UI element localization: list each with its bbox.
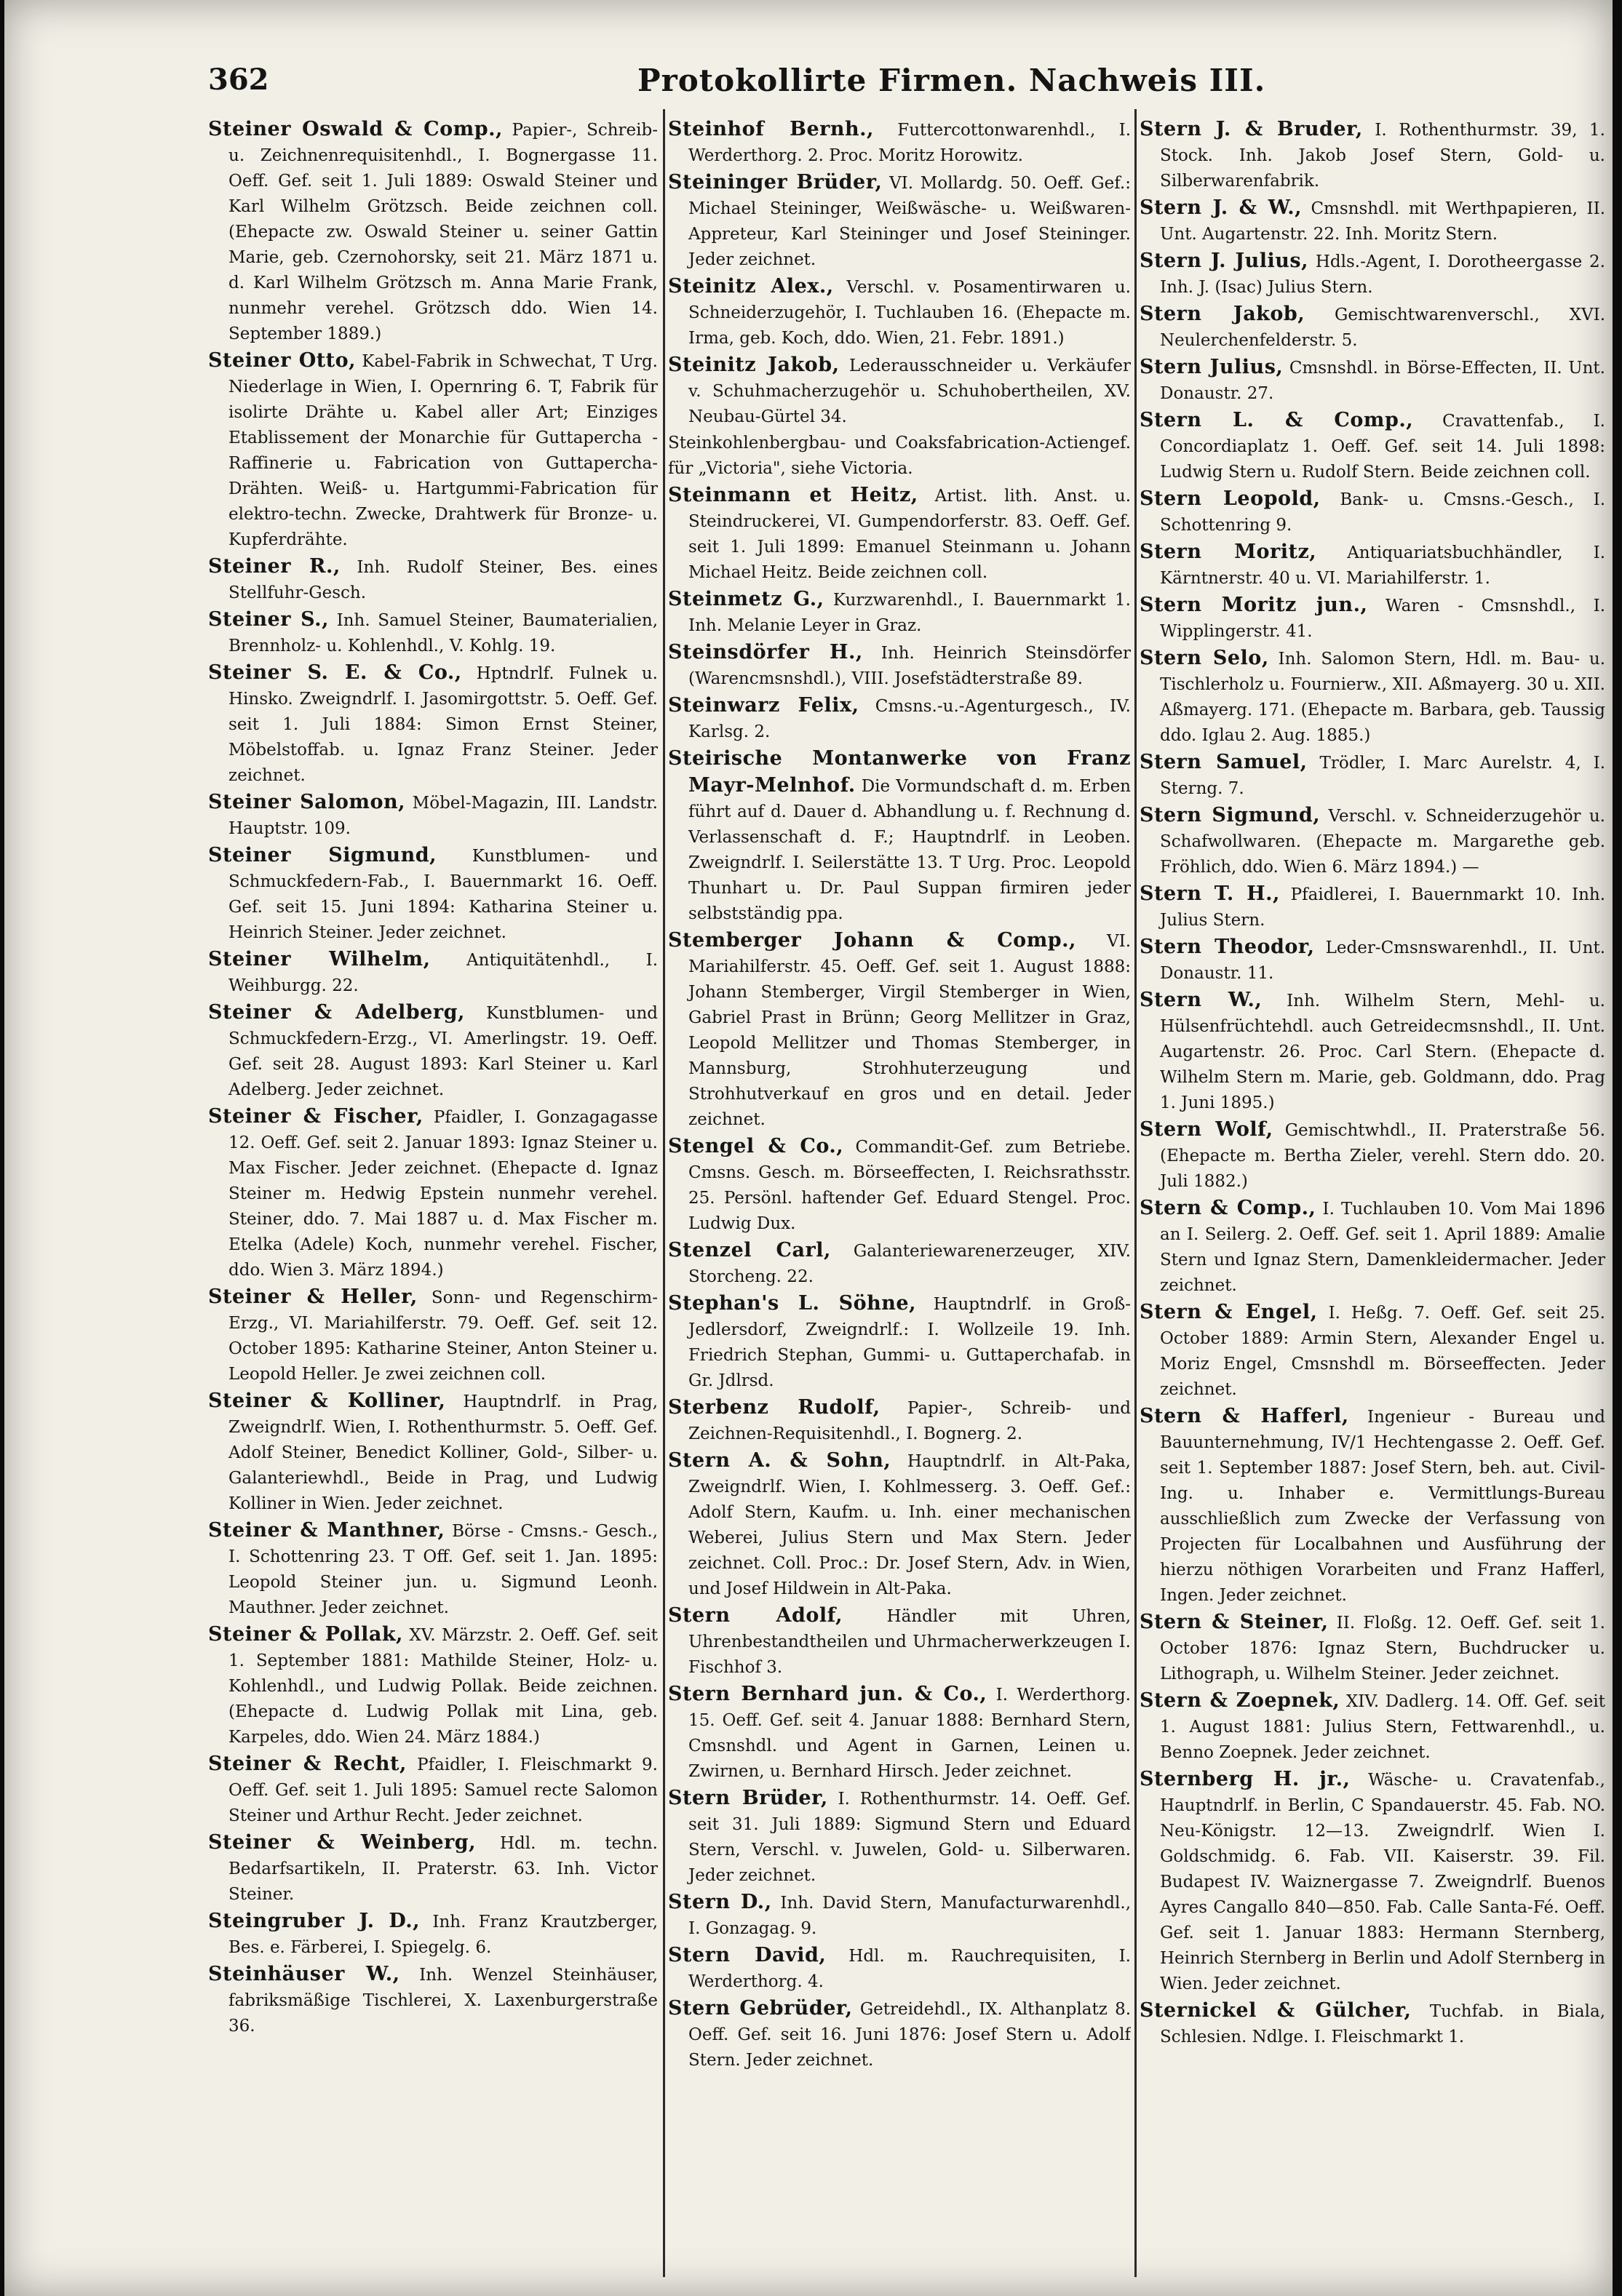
firm-details: Steinkohlenbergbau- und Coaksfabrication-Actiengef. für „Victoria", siehe Victoria.: [668, 434, 1131, 478]
firm-details: Commandit-Gef. zum Betriebe. Cmsns. Gesch. m. Börseeffecten, I. Reichsrathsstr. 25. Persönl. haftender Gef. Eduard Stengel. Proc. Ludwig Dux.: [688, 1138, 1131, 1233]
firm-name: Stern Gebrüder,: [668, 1997, 853, 2020]
firm-entry: [208, 1388, 658, 1517]
firm-name: Stern Adolf,: [668, 1604, 843, 1627]
firm-name: Stephan's L. Söhne,: [668, 1292, 917, 1315]
firm-name: Steiner R.,: [208, 555, 341, 578]
firm-entry: [668, 1237, 1131, 1290]
firm-name: Steiner & Adelberg,: [208, 1001, 465, 1024]
firm-entry: [1140, 116, 1605, 194]
firm-details: Antiquariatsbuchhändler, I. Kärntnerstr. 40 u. VI. Mariahilferstr. 1.: [1160, 543, 1605, 588]
firm-details: Möbel-Magazin, III. Landstr. Hauptstr. 109.: [228, 794, 658, 838]
firm-details: Hdl. m. techn. Bedarfsartikeln, II. Praterstr. 63. Inh. Victor Steiner.: [228, 1834, 658, 1904]
firm-entry: [208, 1000, 658, 1103]
firm-name: Steiner Wilhelm,: [208, 948, 431, 970]
firm-entry: [1140, 486, 1605, 538]
firm-name: Steiner Oswald & Comp.,: [208, 118, 503, 140]
firm-entry: [1140, 881, 1605, 933]
firm-details: Cmsns.-u.-Agenturgesch., IV. Karlsg. 2.: [688, 697, 1131, 741]
firm-entry: [1140, 354, 1605, 407]
firm-details: Getreidehdl., IX. Althanplatz 8. Oeff. Gef. seit 16. Juni 1876: Josef Stern u. Adolf Stern. Jeder zeichnet.: [688, 2000, 1131, 2070]
firm-entry: [208, 1284, 658, 1387]
firm-name: Stemberger Johann & Comp.,: [668, 929, 1076, 952]
firm-name: Stern Theodor,: [1140, 936, 1315, 958]
firm-entry: [208, 1104, 658, 1283]
firm-name: Stern & Hafferl,: [1140, 1405, 1349, 1427]
firm-details: Cmsnshdl. mit Werthpapieren, II. Unt. Augartenstr. 22. Inh. Moritz Stern.: [1160, 199, 1605, 244]
firm-details: Händler mit Uhren, Uhrenbestandtheilen und Uhrmacherwerkzeugen I. Fischhof 3.: [688, 1607, 1131, 1677]
firm-entry: [668, 274, 1131, 351]
firm-details: Pfaidlerei, I. Bauernmarkt 10. Inh. Julius Stern.: [1160, 885, 1605, 930]
firm-name: Stern L. & Comp.,: [1140, 409, 1414, 431]
firm-name: Steiner & Kolliner,: [208, 1390, 446, 1412]
firm-entry: [668, 1133, 1131, 1237]
firm-details: Inh. David Stern, Manufacturwarenhdl., I. Gonzagag. 9.: [688, 1894, 1131, 1938]
firm-details: Waren - Cmsnshdl., I. Wipplingerstr. 41.: [1160, 597, 1605, 641]
firm-details: XIV. Dadlerg. 14. Off. Gef. seit 1. August 1881: Julius Stern, Fettwarenhdl., u. Benno Zoepnek. Jeder zeichnet.: [1160, 1692, 1605, 1762]
firm-entry: [1140, 539, 1605, 591]
firm-details: Kabel-Fabrik in Schwechat, T Urg. Niederlage in Wien, I. Opernring 6. T, Fabrik für isolirte Drähte u. Kabel aller Art; Einziges Etablissement der Monarchie für Guttapercha - Raffinerie u. Fabrication von Guttapercha-Drähten. Weiß- u. Hartgummi-Fabrication für elektro-techn. Zwecke, Drahtwerk für Bronze- u. Kupferdrähte.: [228, 352, 658, 549]
firm-details: Inh. Salomon Stern, Hdl. m. Bau- u. Tischlerholz u. Fournierw., XII. Aßmayerg. 30 u. XII. Aßmayerg. 171. (Ehepacte m. Barbara, geb. Taussig ddo. Iglau 2. Aug. 1885.): [1160, 650, 1605, 745]
firm-name: Stern & Steiner,: [1140, 1611, 1329, 1633]
firm-entry: [208, 1518, 658, 1621]
firm-name: Stern Brüder,: [668, 1787, 828, 1809]
firm-entry: [668, 352, 1131, 430]
directory-page: [4, 0, 1613, 2296]
firm-name: Steiner & Heller,: [208, 1285, 418, 1308]
firm-entry: [668, 1448, 1131, 1602]
firm-name: Steiner Otto,: [208, 349, 357, 372]
firm-entry: [668, 746, 1131, 927]
firm-details: Cmsnshdl. in Börse-Effecten, II. Unt. Donaustr. 27.: [1160, 359, 1605, 403]
firm-details: Hauptndrlf. in Prag, Zweigndrlf. Wien, I. Rothenthurmstr. 5. Oeff. Gef. Adolf Steiner, Benedict Kolliner, Gold-, Silber- u. Galanteriewhdl., Beide in Prag, und Ludwig Kolliner in Wien. Jeder zeichnet.: [228, 1392, 658, 1513]
firm-name: Steinitz Alex.,: [668, 275, 834, 298]
firm-entry: [668, 586, 1131, 639]
firm-entry: [1140, 1998, 1605, 2050]
firm-details: Hdls.-Agent, I. Dorotheergasse 2. Inh. J. (Isac) Julius Stern.: [1160, 252, 1605, 297]
firm-name: Steiner S. E. & Co.,: [208, 661, 462, 684]
firm-details: Hauptndrlf. in Groß-Jedlersdorf, Zweigndrlf.: I. Wollzeile 19. Inh. Friedrich Stephan, Gummi- u. Guttaperchafab. in Gr. Jdlrsd.: [688, 1295, 1131, 1390]
firm-entry: [1140, 1688, 1605, 1766]
firm-name: Steiner Salomon,: [208, 791, 406, 813]
firm-name: Stern T. H.,: [1140, 882, 1280, 905]
firm-entry: [208, 1961, 658, 2039]
firm-details: Inh. Samuel Steiner, Baumaterialien, Brennholz- u. Kohlenhdl., V. Kohlg. 19.: [228, 611, 658, 655]
firm-details: Galanteriewarenerzeuger, XIV. Storcheng. 22.: [688, 1242, 1131, 1286]
firm-entry: [668, 1889, 1131, 1942]
firm-entry: [668, 1681, 1131, 1785]
firm-entry: [208, 789, 658, 842]
firm-details: Verschl. v. Posamentirwaren u. Schneiderzugehör, I. Tuchlauben 16. (Ehepacte m. Irma, geb. Koch, ddo. Wien, 21. Febr. 1891.): [688, 278, 1131, 348]
firm-name: Steinwarz Felix,: [668, 694, 859, 717]
firm-details: Die Vormundschaft d. m. Erben führt auf d. Dauer d. Abhandlung u. f. Rechnung d. Verlassenschaft d. F.; Hauptndrlf. in Leoben. Zweigndrlf. I. Seilerstätte 13. T Urg. Proc. Leopold Thunhart u. Dr. Paul Suppan firmiren jeder selbstständig ppa.: [688, 777, 1131, 923]
firm-entry: [208, 1908, 658, 1961]
firm-entry: [1140, 1403, 1605, 1609]
firm-details: II. Floßg. 12. Oeff. Gef. seit 1. October 1876: Ignaz Stern, Buchdrucker u. Lithograph, u. Wilhelm Steiner. Jeder zeichnet.: [1160, 1614, 1605, 1683]
firm-details: Pfaidler, I. Fleischmarkt 9. Oeff. Gef. seit 1. Juli 1895: Samuel recte Salomon Steiner und Arthur Recht. Jeder zeichnet.: [228, 1755, 658, 1825]
page-number: 362: [208, 63, 269, 97]
firm-entry: [1140, 934, 1605, 986]
firm-name: Stern Sigmund,: [1140, 804, 1321, 826]
firm-name: Steiner Sigmund,: [208, 844, 437, 866]
firm-details: Papier-, Schreib- u. Zeichnenrequisitenhdl., I. Bognergasse 11. Oeff. Gef. seit 1. Juli 1889: Oswald Steiner und Karl Wilhelm Grötzsch. Beide zeichnen coll. (Ehepacte zw. Oswald Steiner u. seiner Gattin Marie, geb. Czernohorsky, seit 21. März 1871 u. d. Karl Wilhelm Grötzsch m. Anna Marie Frank, nunmehr verehel. Grötzsch ddo. Wien 14. September 1889.): [228, 121, 658, 343]
firm-details: Futtercottonwarenhdl., I. Werderthorg. 2. Proc. Moritz Horowitz.: [688, 121, 1131, 165]
firm-name: Sternberg H. jr.,: [1140, 1768, 1351, 1790]
firm-details: Inh. Wenzel Steinhäuser, fabriksmäßige Tischlerei, X. Laxenburgerstraße 36.: [228, 1966, 658, 2036]
firm-entry: [1140, 301, 1605, 354]
firm-details: Sonn- und Regenschirm-Erzg., VI. Mariahilferstr. 79. Oeff. Gef. seit 12. October 1895: Katharine Steiner, Anton Steiner u. Leopold Heller. Je zwei zeichnen coll.: [228, 1288, 658, 1384]
firm-entry: [1140, 987, 1605, 1116]
firm-name: Steingruber J. D.,: [208, 1910, 421, 1932]
firm-details: Hauptndrlf. in Alt-Paka, Zweigndrlf. Wien, I. Kohlmesserg. 3. Oeff. Gef.: Adolf Stern, Kaufm. u. Inh. einer mechanischen Weberei, Julius Stern und Max Stern. Jeder zeichnet. Coll. Proc.: Dr. Josef Stern, Adv. in Wien, und Josef Hildwein in Alt-Paka.: [688, 1452, 1131, 1598]
firm-entry: [1140, 1195, 1605, 1299]
firm-name: Stenzel Carl,: [668, 1239, 831, 1261]
firm-details: Artist. lith. Anst. u. Steindruckerei, VI. Gumpendorferstr. 83. Oeff. Gef. seit 1. Juli 1899: Emanuel Steinmann u. Johann Michael Heitz. Beide zeichnen coll.: [688, 487, 1131, 582]
firm-details: VI. Mariahilferstr. 45. Oeff. Gef. seit 1. August 1888: Johann Stemberger, Virgil Stemberger in Wien, Gabriel Prast in Brünn; Georg Mellitzer in Graz, Leopold Mellitzer und Thomas Stemberger, in Mannsburg, Strohhuterzeugung und Strohhutverkauf en gros und en detail. Jeder zeichnet.: [688, 932, 1131, 1129]
firm-name: Steinhof Bernh.,: [668, 118, 874, 140]
firm-entry: [668, 482, 1131, 586]
firm-entry: [208, 842, 658, 946]
firm-name: Stern Julius,: [1140, 356, 1284, 378]
firm-details: Kurzwarenhdl., I. Bauernmarkt 1. Inh. Melanie Leyer in Graz.: [688, 591, 1131, 635]
column-middle: [668, 116, 1131, 2270]
firm-name: Steinmetz G.,: [668, 588, 824, 610]
firm-name: Stern Wolf,: [1140, 1118, 1273, 1141]
firm-name: Stern & Engel,: [1140, 1301, 1318, 1323]
firm-name: Steiner S.,: [208, 608, 329, 631]
firm-name: Stern Bernhard jun. & Co.,: [668, 1683, 987, 1705]
firm-entry: [668, 1785, 1131, 1889]
firm-name: Stern Moritz,: [1140, 541, 1317, 563]
firm-entry: [668, 928, 1131, 1133]
firm-entry: [208, 348, 658, 553]
firm-entry: [1140, 592, 1605, 645]
firm-entry: [668, 431, 1131, 482]
firm-details: Papier-, Schreib- und Zeichnen-Requisitenhdl., I. Bognerg. 2.: [688, 1399, 1131, 1443]
firm-name: Stern David,: [668, 1944, 827, 1966]
firm-entry: [208, 1830, 658, 1908]
firm-entry: [668, 1942, 1131, 1995]
firm-name: Stern J. Julius,: [1140, 250, 1309, 272]
firm-details: Tuchfab. in Biala, Schlesien. Ndlge. I. Fleischmarkt 1.: [1160, 2002, 1605, 2046]
firm-entry: [1140, 749, 1605, 802]
firm-details: Kunstblumen- und Schmuckfedern-Fab., I. Bauernmarkt 16. Oeff. Gef. seit 15. Juni 1894: Katharina Steiner u. Heinrich Steiner. Jeder zeichnet.: [228, 847, 658, 942]
firm-details: Pfaidler, I. Gonzagagasse 12. Oeff. Gef. seit 2. Januar 1893: Ignaz Steiner u. Max Fischer. Jeder zeichnet. (Ehepacte d. Ignaz Steiner m. Hedwig Epstein nunmehr verehel. Steiner, ddo. 7. Mai 1887 u. d. Max Fischer m. Etelka (Adele) Koch, nunmehr verehel. Fischer, ddo. Wien 3. März 1894.): [228, 1108, 658, 1280]
firm-details: I. Werderthorg. 15. Oeff. Gef. seit 4. Januar 1888: Bernhard Stern, Cmsnshdl. und Agent in Garnen, Leinen u. Zwirnen, u. Bernhard Hirsch. Jeder zeichnet.: [688, 1686, 1131, 1781]
firm-details: Gemischtwhdl., II. Praterstraße 56. (Ehepacte m. Bertha Zieler, verehl. Stern ddo. 20. Juli 1882.): [1160, 1121, 1605, 1191]
firm-entry: [208, 660, 658, 789]
firm-details: Kunstblumen- und Schmuckfedern-Erzg., VI. Amerlingstr. 19. Oeff. Gef. seit 28. August 1893: Karl Steiner u. Karl Adelberg. Jeder zeichnet.: [228, 1004, 658, 1099]
firm-entry: [1140, 802, 1605, 880]
firm-entry: [208, 1622, 658, 1750]
firm-details: Verschl. v. Schneiderzugehör u. Schafwollwaren. (Ehepacte m. Margarethe geb. Fröhlich, ddo. Wien 6. März 1894.) —: [1160, 807, 1605, 877]
firm-name: Stern & Comp.,: [1140, 1197, 1316, 1219]
firm-entry: [668, 170, 1131, 273]
firm-details: Inh. Heinrich Steinsdörfer (Warencmsnshdl.), VIII. Josefstädterstraße 89.: [688, 644, 1131, 688]
firm-details: Bank- u. Cmsns.-Gesch., I. Schottenring 9.: [1160, 490, 1605, 535]
firm-name: Stern J. & W.,: [1140, 196, 1302, 219]
firm-details: Inh. Rudolf Steiner, Bes. eines Stellfuhr-Gesch.: [228, 558, 658, 602]
firm-entry: [1140, 1299, 1605, 1403]
firm-name: Steiner & Recht,: [208, 1753, 407, 1775]
firm-entry: [668, 1395, 1131, 1447]
firm-name: Stern & Zoepnek,: [1140, 1689, 1340, 1712]
firm-entry: [1140, 248, 1605, 300]
firm-details: Hptndrlf. Fulnek u. Hinsko. Zweigndrlf. I. Jasomirgottstr. 5. Oeff. Gef. seit 1. Juli 1884: Simon Ernst Steiner, Möbelstoffab. u. Ignaz Franz Steiner. Jeder zeichnet.: [228, 664, 658, 785]
column-rule: [663, 109, 665, 2277]
firm-name: Steiner & Manthner,: [208, 1519, 445, 1542]
firm-name: Steinsdörfer H.,: [668, 641, 863, 663]
column-rule: [1134, 109, 1137, 2277]
firm-name: Stengel & Co.,: [668, 1135, 844, 1157]
firm-name: Sternickel & Gülcher,: [1140, 1999, 1412, 2022]
firm-name: Steinhäuser W.,: [208, 1963, 400, 1985]
firm-entry: [208, 946, 658, 999]
firm-name: Stern Samuel,: [1140, 751, 1308, 773]
firm-entry: [1140, 645, 1605, 749]
firm-entry: [668, 1603, 1131, 1681]
firm-entry: [1140, 1117, 1605, 1195]
firm-entry: [1140, 407, 1605, 485]
firm-details: I. Tuchlauben 10. Vom Mai 1896 an I. Seilerg. 2. Oeff. Gef. seit 1. April 1889: Amalie Stern und Ignaz Stern, Damenkleidermacher. Jeder zeichnet.: [1160, 1200, 1605, 1295]
firm-name: Stern A. & Sohn,: [668, 1449, 891, 1472]
firm-name: Stern J. & Bruder,: [1140, 118, 1363, 140]
firm-name: Steiner & Weinberg,: [208, 1831, 477, 1854]
firm-entry: [1140, 1609, 1605, 1687]
firm-entry: [208, 554, 658, 606]
firm-details: Antiquitätenhdl., I. Weihburgg. 22.: [228, 951, 658, 995]
firm-entry: [668, 116, 1131, 169]
firm-details: XV. Märzstr. 2. Oeff. Gef. seit 1. September 1881: Mathilde Steiner, Holz- u. Kohlenhdl., und Ludwig Pollak. Beide zeichnen. (Ehepacte d. Ludwig Pollak mit Lina, geb. Karpeles, ddo. Wien 24. März 1884.): [228, 1626, 658, 1747]
firm-details: Inh. Franz Krautzberger, Bes. e. Färberei, I. Spiegelg. 6.: [228, 1913, 658, 1957]
firm-details: I. Heßg. 7. Oeff. Gef. seit 25. October 1889: Armin Stern, Alexander Engel u. Moriz Engel, Cmsnshdl m. Börseeffecten. Jeder zeichnet.: [1160, 1304, 1605, 1399]
firm-entry: [668, 1291, 1131, 1394]
firm-details: Börse - Cmsns.- Gesch., I. Schottenring 23. T Off. Gef. seit 1. Jan. 1895: Leopold Steiner jun. u. Sigmund Leonh. Mauthner. Jeder zeichnet.: [228, 1522, 658, 1617]
firm-entry: [208, 1751, 658, 1829]
firm-details: Leder-Cmsnswarenhdl., II. Unt. Donaustr. 11.: [1160, 938, 1605, 983]
firm-details: I. Rothenthurmstr. 39, 1. Stock. Inh. Jakob Josef Stern, Gold- u. Silberwarenfabrik.: [1160, 121, 1605, 191]
firm-name: Stern D.,: [668, 1891, 772, 1913]
firm-name: Steirische Montanwerke von Franz Mayr-Melnhof.: [668, 747, 1131, 797]
firm-details: Cravattenfab., I. Concordiaplatz 1. Oeff. Gef. seit 14. Juli 1898: Ludwig Stern u. Rudolf Stern. Beide zeichnen coll.: [1160, 412, 1605, 482]
firm-name: Steiner & Fischer,: [208, 1105, 424, 1128]
firm-name: Stern Selo,: [1140, 647, 1269, 669]
firm-details: Wäsche- u. Cravatenfab., Hauptndrlf. in Berlin, C Spandauerstr. 45. Fab. NO. Neu-Königstr. 12—13. Zweigndrlf. Wien I. Goldschmidg. 6. Fab. VII. Kaiserstr. 39. Fil. Budapest IV. Waiznergasse 7. Zweigndrlf. Buenos Ayres Cangallo 840—850. Fab. Calle Santa-Fé. Oeff. Gef. seit 1. Januar 1883: Hermann Sternberg, Heinrich Sternberg in Berlin und Adolf Sternberg in Wien. Jeder zeichnet.: [1160, 1771, 1605, 1993]
firm-name: Steinitz Jakob,: [668, 354, 840, 376]
firm-details: Trödler, I. Marc Aurelstr. 4, I. Sterng. 7.: [1160, 754, 1605, 798]
firm-name: Steinmann et Heitz,: [668, 484, 918, 506]
firm-details: Gemischtwarenverschl., XVI. Neulerchenfelderstr. 5.: [1160, 306, 1605, 350]
firm-name: Steiner & Pollak,: [208, 1623, 403, 1646]
firm-entry: [208, 607, 658, 659]
firm-name: Stern W.,: [1140, 989, 1263, 1011]
firm-name: Steininger Brüder,: [668, 171, 883, 194]
firm-name: Stern Moritz jun.,: [1140, 594, 1368, 616]
firm-entry: [208, 116, 658, 347]
column-left: [208, 116, 658, 2270]
firm-details: Lederausschneider u. Verkäufer v. Schuhmacherzugehör u. Schuhobertheilen, XV. Neubau-Gürtel 34.: [688, 356, 1131, 426]
firm-entry: [668, 693, 1131, 745]
column-right: [1140, 116, 1605, 2270]
firm-name: Sterbenz Rudolf,: [668, 1396, 880, 1419]
firm-details: Ingenieur - Bureau und Bauunternehmung, IV/1 Hechtengasse 2. Oeff. Gef. seit 1. September 1887: Josef Stern, beh. aut. Civil-Ing. u. Inhaber e. Vermittlungs-Bureau ausschließlich zum Zwecke der Verfassung von Projecten für Localbahnen und Ausführung der hierzu nöthigen Vorarbeiten und Franz Hafferl, Ingen. Jeder zeichnet.: [1160, 1408, 1605, 1605]
firm-entry: [1140, 195, 1605, 247]
firm-details: I. Rothenthurmstr. 14. Oeff. Gef. seit 31. Juli 1889: Sigmund Stern und Eduard Stern, Verschl. v. Juwelen, Gold- u. Silberwaren. Jeder zeichnet.: [688, 1790, 1131, 1885]
firm-details: VI. Mollardg. 50. Oeff. Gef.: Michael Steininger, Weißwäsche- u. Weißwaren-Appreteur, Karl Steininger und Josef Steininger. Jeder zeichnet.: [688, 174, 1131, 269]
page-header: [208, 63, 1576, 111]
firm-name: Stern Leopold,: [1140, 487, 1321, 510]
firm-entry: [668, 1996, 1131, 2073]
firm-details: Hdl. m. Rauchrequisiten, I. Werderthorg. 4.: [688, 1947, 1131, 1991]
firm-details: Inh. Wilhelm Stern, Mehl- u. Hülsenfrüchtehdl. auch Getreidecmsnshdl., II. Unt. Augartenstr. 26. Proc. Carl Stern. (Ehepacte d. Wilhelm Stern m. Marie, geb. Goldmann, ddo. Prag 1. Juni 1895.): [1160, 992, 1605, 1112]
firm-name: Stern Jakob,: [1140, 303, 1305, 325]
page-title: Protokollirte Firmen. Nachweis III.: [637, 63, 1266, 98]
firm-entry: [668, 639, 1131, 692]
firm-entry: [1140, 1766, 1605, 1997]
